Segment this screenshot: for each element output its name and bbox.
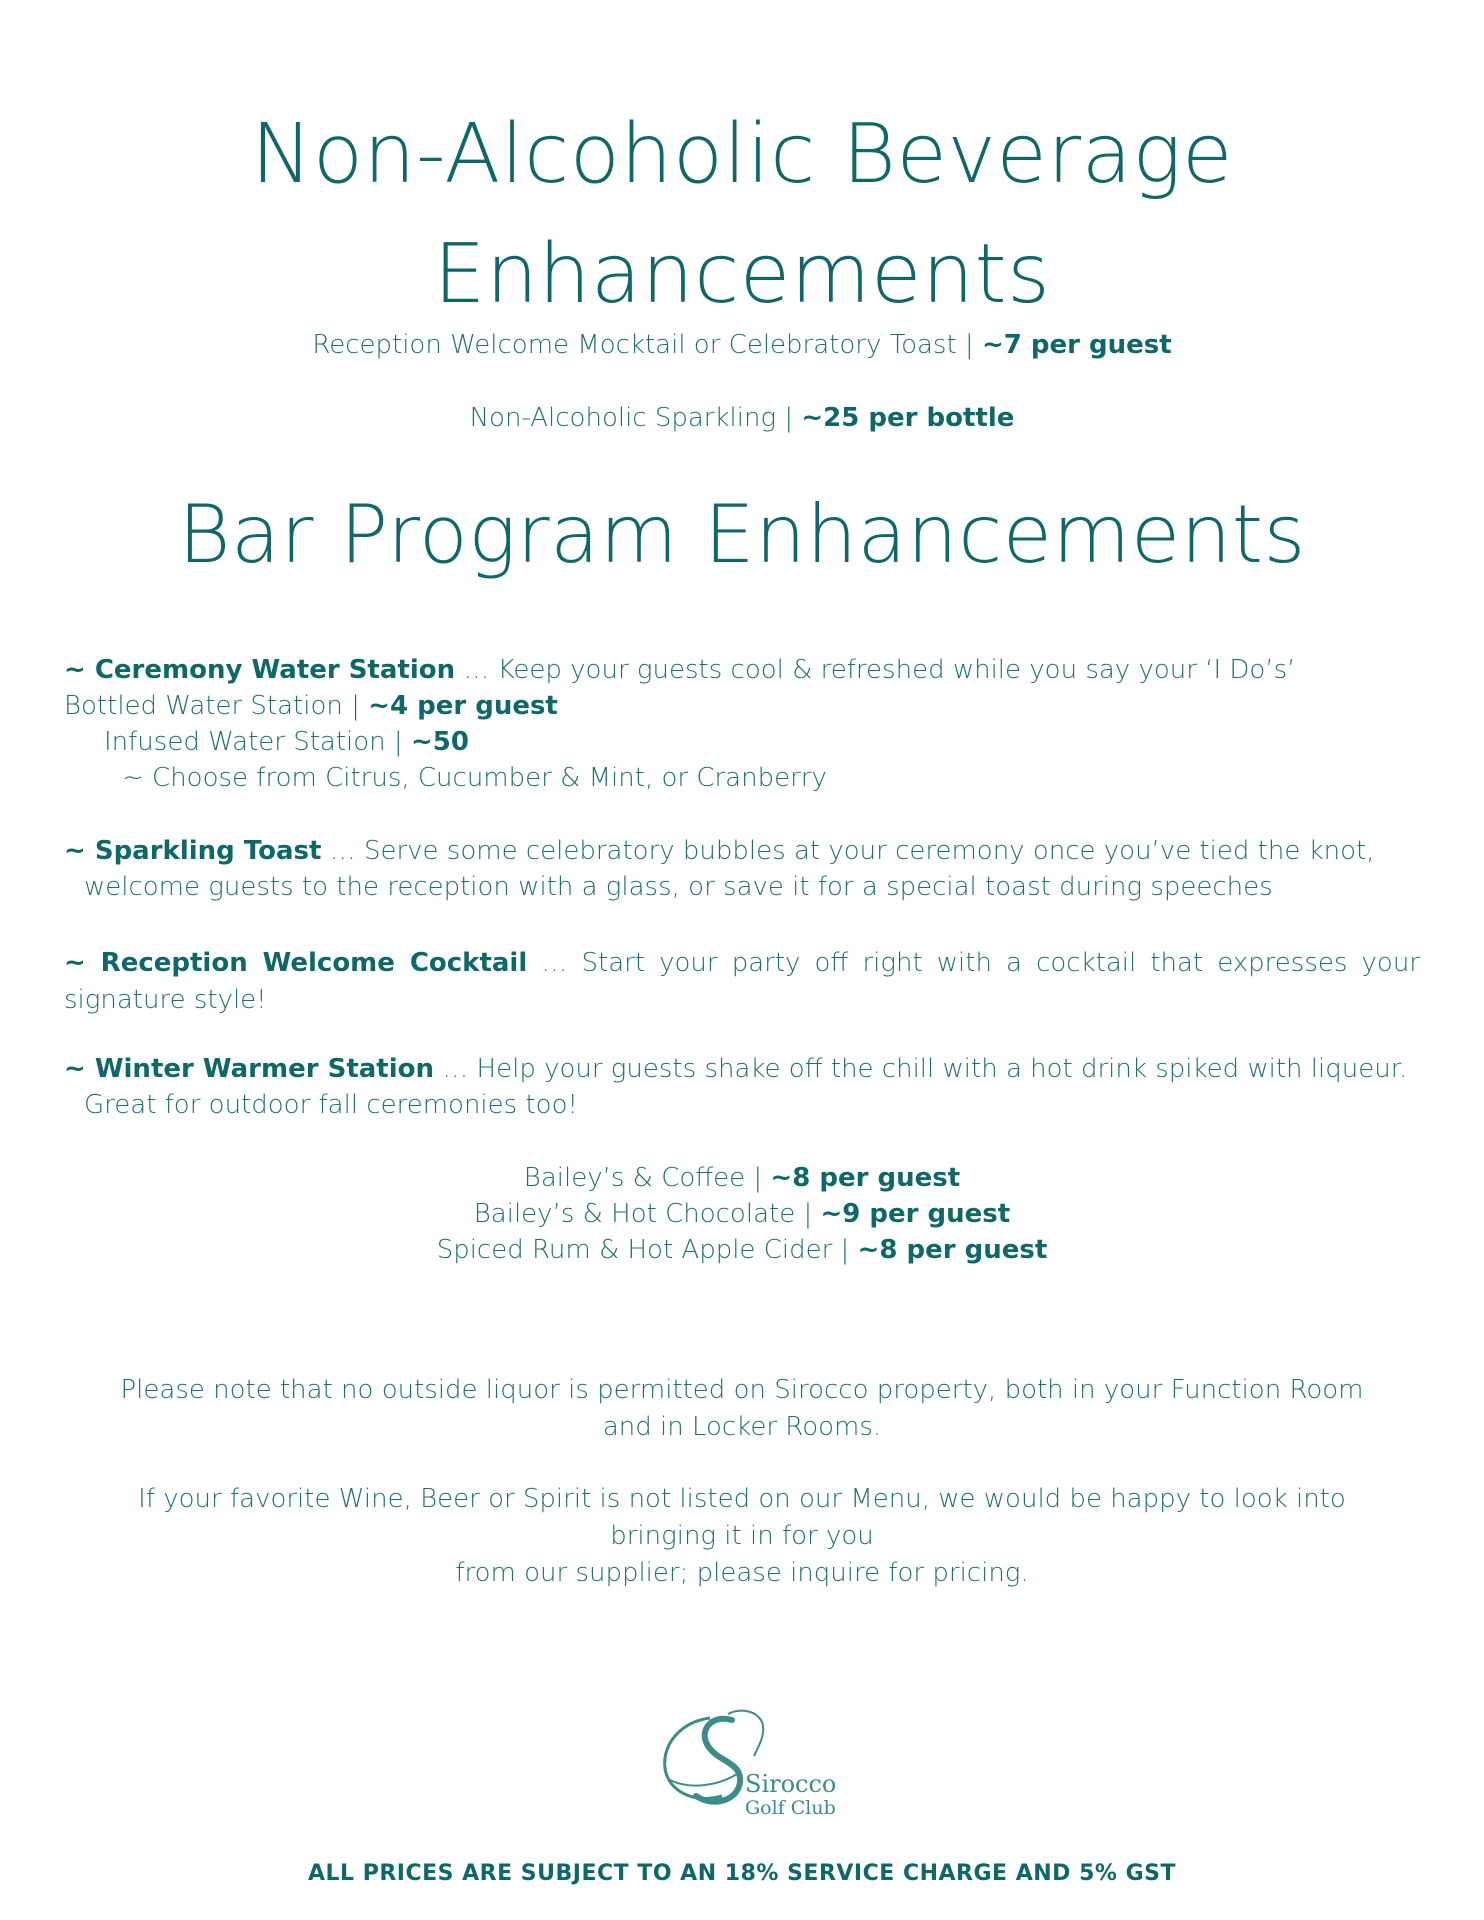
bar-program-title: Bar Program Enhancements xyxy=(178,488,1306,581)
winter-item-cider-label: Spiced Rum & Hot Apple Cider | xyxy=(436,1235,858,1265)
bottled-water-item xyxy=(64,691,558,721)
bottled-water-price: ~4 per guest xyxy=(368,691,558,721)
sparkling-toast-heading: ~ Sparkling Toast xyxy=(64,836,322,866)
welcome-cocktail-heading: ~ Reception Welcome Cocktail xyxy=(64,948,528,978)
sparkling-toast-line1 xyxy=(64,836,1374,866)
infused-water-item xyxy=(104,727,469,757)
winter-warmer-desc: … Help your guests shake off the chill with a hot drink spiked with liqueur. xyxy=(434,1054,1408,1084)
winter-warmer-line2: Great for outdoor fall ceremonies too! xyxy=(84,1090,578,1120)
infused-water-choices: ~ Choose from Citrus, Cucumber & Mint, or Cranberry xyxy=(122,763,827,793)
mocktail-price: ~7 per guest xyxy=(981,330,1172,360)
ceremony-water-heading-line xyxy=(64,655,1295,685)
ceremony-water-heading: ~ Ceremony Water Station xyxy=(64,655,456,685)
outside-liquor-line1: Please note that no outside liquor is permitted on Sirocco property, both in your Function Room xyxy=(120,1375,1364,1405)
mocktail-item xyxy=(0,330,1484,360)
sparkling-toast-desc: … Serve some celebratory bubbles at your ceremony once you’ve tied the knot, xyxy=(321,836,1375,866)
mocktail-label: Reception Welcome Mocktail or Celebratory Toast | xyxy=(312,330,982,360)
nonalcoholic-title-line2: Enhancements xyxy=(433,227,1051,322)
winter-item-cider xyxy=(0,1235,1484,1265)
winter-item-chocolate xyxy=(0,1199,1484,1229)
nonalcoholic-title xyxy=(0,95,1484,335)
favorite-spirit-line2: bringing it in for you xyxy=(610,1521,874,1551)
winter-item-coffee-label: Bailey’s & Coffee | xyxy=(523,1163,771,1193)
welcome-cocktail-paragraph xyxy=(64,945,1420,1019)
outside-liquor-note xyxy=(0,1372,1484,1446)
infused-water-label: Infused Water Station | xyxy=(104,727,411,757)
winter-item-coffee xyxy=(0,1163,1484,1193)
winter-item-cider-price: ~8 per guest xyxy=(857,1235,1048,1265)
ceremony-water-desc: … Keep your guests cool & refreshed while you say your ‘I Do’s’ xyxy=(455,655,1296,685)
winter-warmer-heading: ~ Winter Warmer Station xyxy=(64,1054,435,1084)
favorite-spirit-line3: from our supplier; please inquire for pricing. xyxy=(455,1558,1029,1588)
winter-item-coffee-price: ~8 per guest xyxy=(770,1163,961,1193)
logo-name: Sirocco xyxy=(745,1770,837,1798)
logo-subtitle: Golf Club xyxy=(745,1797,836,1819)
favorite-spirit-line1: If your favorite Wine, Beer or Spirit is not listed on our Menu, we would be happy to look into xyxy=(138,1484,1346,1514)
sparkling-toast-line2: welcome guests to the reception with a glass, or save it for a special toast during speeches xyxy=(84,872,1273,902)
infused-water-price: ~50 xyxy=(410,727,469,757)
sparkling-na-item xyxy=(0,403,1484,433)
sparkling-na-label: Non-Alcoholic Sparkling | xyxy=(469,403,802,433)
nonalcoholic-title-line1: Non-Alcoholic Beverage xyxy=(251,107,1233,202)
bottled-water-label: Bottled Water Station | xyxy=(64,691,369,721)
welcome-cocktail-desc: … Start your party off right with a cocktail that expresses your signature style! xyxy=(64,948,1420,1015)
winter-item-chocolate-label: Bailey’s & Hot Chocolate | xyxy=(473,1199,821,1229)
winter-item-chocolate-price: ~9 per guest xyxy=(820,1199,1011,1229)
price-disclaimer-footer: ALL PRICES ARE SUBJECT TO AN 18% SERVICE CHARGE AND 5% GST xyxy=(308,1861,1176,1886)
outside-liquor-line2: and in Locker Rooms. xyxy=(602,1412,882,1442)
favorite-spirit-note xyxy=(0,1481,1484,1592)
sparkling-na-price: ~25 per bottle xyxy=(801,403,1015,433)
winter-warmer-line1 xyxy=(64,1054,1407,1084)
